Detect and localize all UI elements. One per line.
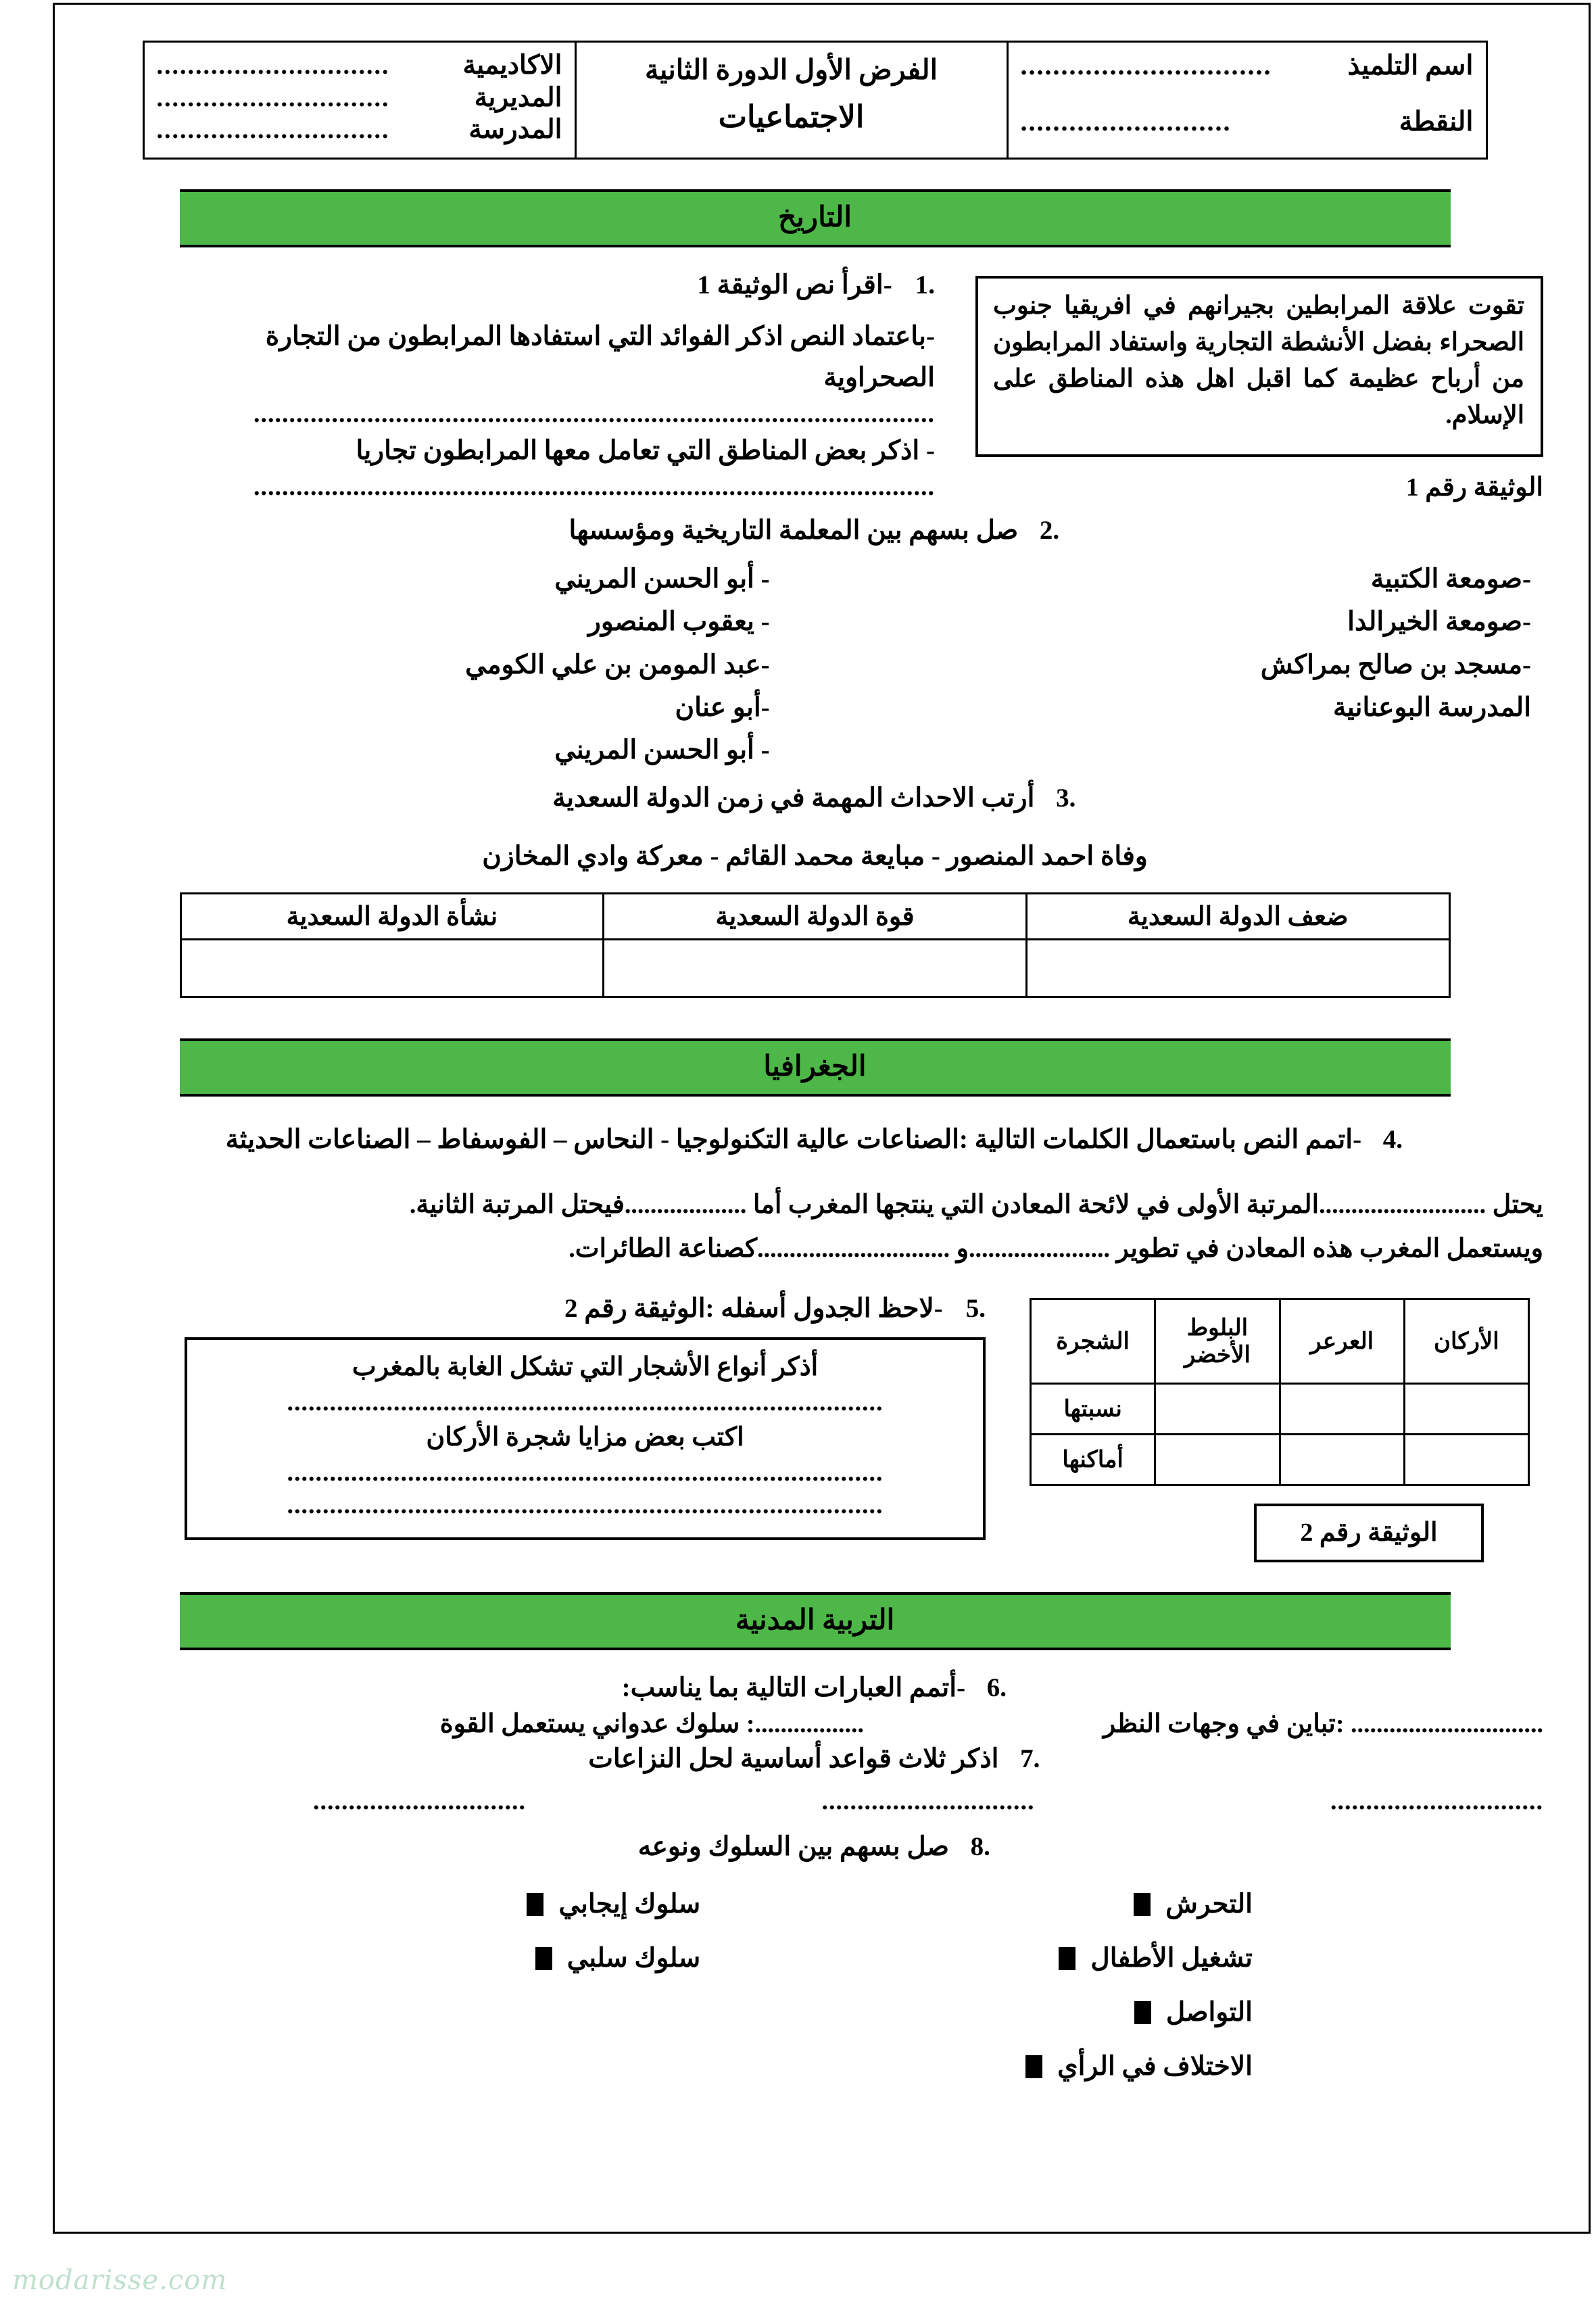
spacer [87,819,1543,836]
question-8-matching [245,1877,1543,2094]
question-5-answer-line-3[interactable]: .................................................................................... [287,1490,884,1519]
spacer [1021,81,1474,105]
mark-dots: .......................... [1020,106,1232,137]
question-5-prompt-2: اكتب بعض مزايا شجرة الأركان [426,1423,744,1452]
list-item[interactable]: - أبو الحسن المريني [554,735,770,765]
school-label: المدرسة [468,115,562,145]
list-item[interactable]: -صومعة الكتبية [1370,565,1531,594]
table-cell[interactable] [1155,1383,1280,1434]
table-cell[interactable] [604,939,1027,997]
question-3-events: وفاة احمد المنصور - مبايعة محمد القائم - معركة وادي المخازن [482,842,1148,871]
exam-header-table [143,41,1488,160]
question-7-answer-line-3[interactable]: .............................. [1330,1787,1543,1816]
table-header-cell: الشجرة [1031,1299,1155,1383]
spacer [87,504,1543,510]
question-3-text: أرتب الاحداث المهمة في زمن الدولة السعدية [552,784,1035,813]
question-7-text: اذكر ثلاث قواعد أساسية لحل النزاعات [588,1744,999,1773]
list-item[interactable] [245,1877,842,1931]
spacer [87,160,1543,189]
list-item[interactable]: -صومعة الخيرالدا [1347,607,1531,637]
question-1-sub-2: - اذكر بعض المناطق التي تعامل معها المرابطون تجاريا [356,435,935,465]
document-1-box [975,276,1543,457]
match-square-icon[interactable] [535,1947,552,1970]
history-q1-column [185,265,948,504]
table-cell[interactable] [1155,1434,1280,1485]
question-5-text: -لاحظ الجدول أسفله :الوثيقة رقم 2 [564,1293,943,1323]
question-5-answer-line-1[interactable]: .................................................................................... [287,1387,884,1416]
question-8-right-column [245,1877,842,2094]
spacer [87,1650,1543,1668]
student-info-cell [1007,42,1486,159]
directorate-label: المديرية [474,82,562,112]
academy-label: الاكاديمية [462,51,562,80]
table-cell[interactable] [1026,939,1449,997]
geography-q5-row [185,1289,1543,1562]
question-7-answer-lines [313,1786,1543,1816]
question-2-text: صل بسهم بين المعلمة التاريخية ومؤسسها [569,515,1019,545]
match-square-icon[interactable] [1134,2001,1151,2024]
exam-title-cell [575,42,1007,159]
question-6-text: -أتمم العبارات التالية بما يناسب: [621,1673,966,1702]
question-5-prompt-1: أذكر أنواع الأشجار التي تشكل الغابة بالمغرب [352,1352,819,1381]
question-5-answer-box [185,1337,986,1540]
question-3 [87,778,1543,819]
question-5 [185,1289,986,1329]
behaviour-label: التحرش [1165,1890,1253,1919]
question-5-answer-line-2[interactable]: .................................................................................... [287,1458,884,1487]
list-item[interactable] [842,1986,1543,2040]
spacer [185,306,935,316]
list-item[interactable] [245,1931,842,1986]
question-7 [87,1739,1543,1779]
list-item[interactable] [842,2040,1543,2094]
school-row [157,114,562,146]
question-2-right-column [770,558,1543,771]
exam-subject: الاجتماعيات [718,99,865,134]
table-header-cell: الأركان [1404,1299,1528,1383]
match-square-icon[interactable] [1059,1947,1075,1970]
question-8-text: صل بسهم بين السلوك ونوعه [637,1832,950,1862]
spacer [87,998,1543,1038]
question-8-number: 8. [970,1832,990,1862]
question-7-answer-line-1[interactable]: .............................. [313,1787,526,1816]
document-1-wrapper [948,265,1543,502]
table-row-label: نسبتها [1031,1383,1155,1434]
institution-cell [143,42,575,159]
question-1-sub-1: -باعتماد النص اذكر الفوائد التي استفادها المرابطون من التجارة الصحراوية [265,322,935,392]
table-row [1031,1434,1529,1485]
question-4 [87,1120,1543,1160]
student-name-row [1021,49,1474,81]
question-4-text: -اتمم النص باستعمال الكلمات التالية :الصناعات عالية التكنولوجيا - النحاس – الفوسفاط – الصناعات الحديثة [225,1124,1362,1154]
match-square-icon[interactable] [527,1893,543,1916]
document-content [87,41,1543,2094]
table-cell[interactable] [1404,1383,1528,1434]
site-watermark: modarisse.com [12,2265,228,2296]
question-8 [87,1827,1543,1867]
spacer [87,771,1543,778]
match-square-icon[interactable] [1134,1893,1151,1916]
trees-column [996,1289,1543,1562]
question-6 [87,1668,1543,1708]
table-row [180,939,1449,997]
table-row-label: أماكنها [1031,1434,1155,1485]
behaviour-type-label: سلوك إيجابي [558,1890,701,1919]
section-header-civics: التربية المدنية [180,1592,1451,1650]
table-header-cell: العرعر [1280,1299,1404,1383]
question-5-number: 5. [965,1293,986,1323]
document-1-label: الوثيقة رقم 1 [1405,473,1543,502]
list-item[interactable]: - أبو الحسن المريني [554,565,770,594]
behaviour-type-label: سلوك سلبي [566,1944,701,1973]
section-header-geography: الجغرافيا [180,1038,1451,1097]
table-header-cell: نشأة الدولة السعدية [180,893,604,939]
table-header-cell: البلوط الأخضر [1155,1299,1280,1383]
question-5-column [185,1289,996,1540]
question-2 [87,510,1543,551]
question-2-left-column [218,558,770,771]
mark-label: النقطة [1399,106,1474,137]
student-name-label: اسم التلميذ [1347,50,1474,80]
list-item[interactable]: -عبد المومن بن علي الكومي [465,650,770,679]
question-1-text: -اقرأ نص الوثيقة 1 [697,270,892,299]
list-item[interactable]: -أبو عنان [675,692,770,722]
table-row [180,893,1449,939]
school-dots: .............................. [156,116,390,145]
question-1 [185,265,935,306]
list-item[interactable]: -مسجد بن صالح بمراكش [1260,650,1531,679]
table-cell[interactable] [1280,1434,1404,1485]
behaviour-label: التواصل [1165,1998,1253,2027]
directorate-dots: .............................. [156,83,390,112]
question-6-blanks [218,1708,1543,1739]
history-q1-row [185,265,1543,504]
spacer [87,1160,1543,1183]
table-cell[interactable] [1280,1383,1404,1434]
question-6-blank-right[interactable]: .............................. :تباين في وجهات النظر [1103,1709,1543,1738]
question-7-answer-line-2[interactable]: .............................. [821,1787,1035,1816]
table-row [1031,1299,1529,1383]
spacer [87,1816,1543,1827]
forest-trees-table [1030,1298,1530,1486]
table-cell[interactable] [180,939,604,997]
document-2-label-box: الوثيقة رقم 2 [1254,1504,1484,1562]
question-4-fill-line-1[interactable]: يحتل ..........................المرتبة الأولى في لائحة المعادن التي ينتجها المغرب أما ...................فيحتل المرتبة الثانية. [409,1191,1543,1220]
spacer [87,1097,1543,1120]
behaviour-label: الاختلاف في الرأي [1057,2052,1253,2082]
list-item[interactable]: المدرسة البوعنانية [1333,692,1531,722]
question-7-number: 7. [1020,1744,1040,1773]
question-1-answer-line-1: ................................................................................................ [253,400,935,429]
saadi-state-table [180,892,1451,998]
match-square-icon[interactable] [1025,2055,1042,2078]
question-2-number: 2. [1039,515,1060,545]
section-header-history: التاريخ [180,189,1451,247]
list-item[interactable]: - يعقوب المنصور [588,607,770,637]
table-row [143,42,1486,159]
list-item[interactable] [842,1931,1543,1986]
spacer [87,1562,1543,1592]
student-name-dots: ............................... [1020,50,1272,80]
spacer [87,247,1543,265]
mark-row [1021,105,1474,137]
question-2-matching [218,558,1543,771]
question-4-number: 4. [1382,1124,1403,1154]
table-cell[interactable] [1404,1434,1528,1485]
document-1-text: تقوت علاقة المرابطين بجيرانهم في افريقيا جنوب الصحراء بفضل الأنشطة التجارية واستفاد المرابطون من أرباح عظيمة كما اقبل اهل هذه المناطق على الإسلام. [993,292,1524,430]
behaviour-label: تشغيل الأطفال [1090,1944,1253,1973]
question-6-blank-left[interactable]: .................: سلوك عدواني يستعمل القوة [439,1709,864,1738]
question-6-number: 6. [986,1673,1007,1702]
question-1-answer-line-2: ................................................................................................ [253,473,935,502]
table-header-cell: قوة الدولة السعدية [604,893,1027,939]
list-item[interactable] [842,1877,1543,1931]
directorate-row [157,82,562,114]
question-1-number: 1. [915,270,935,299]
academy-row [157,49,562,82]
spacer [87,1271,1543,1289]
question-3-number: 3. [1056,784,1076,813]
question-8-left-column [842,1877,1543,2094]
table-row [1031,1383,1529,1434]
academy-dots: .............................. [156,51,390,80]
exam-title: الفرض الأول الدورة الثانية [645,54,938,85]
question-4-fill-line-2[interactable]: ويستعمل المغرب هذه المعادن في تطوير ......................و ..............................كصناعة الطائرات. [569,1234,1543,1263]
table-header-cell: ضعف الدولة السعدية [1026,893,1449,939]
